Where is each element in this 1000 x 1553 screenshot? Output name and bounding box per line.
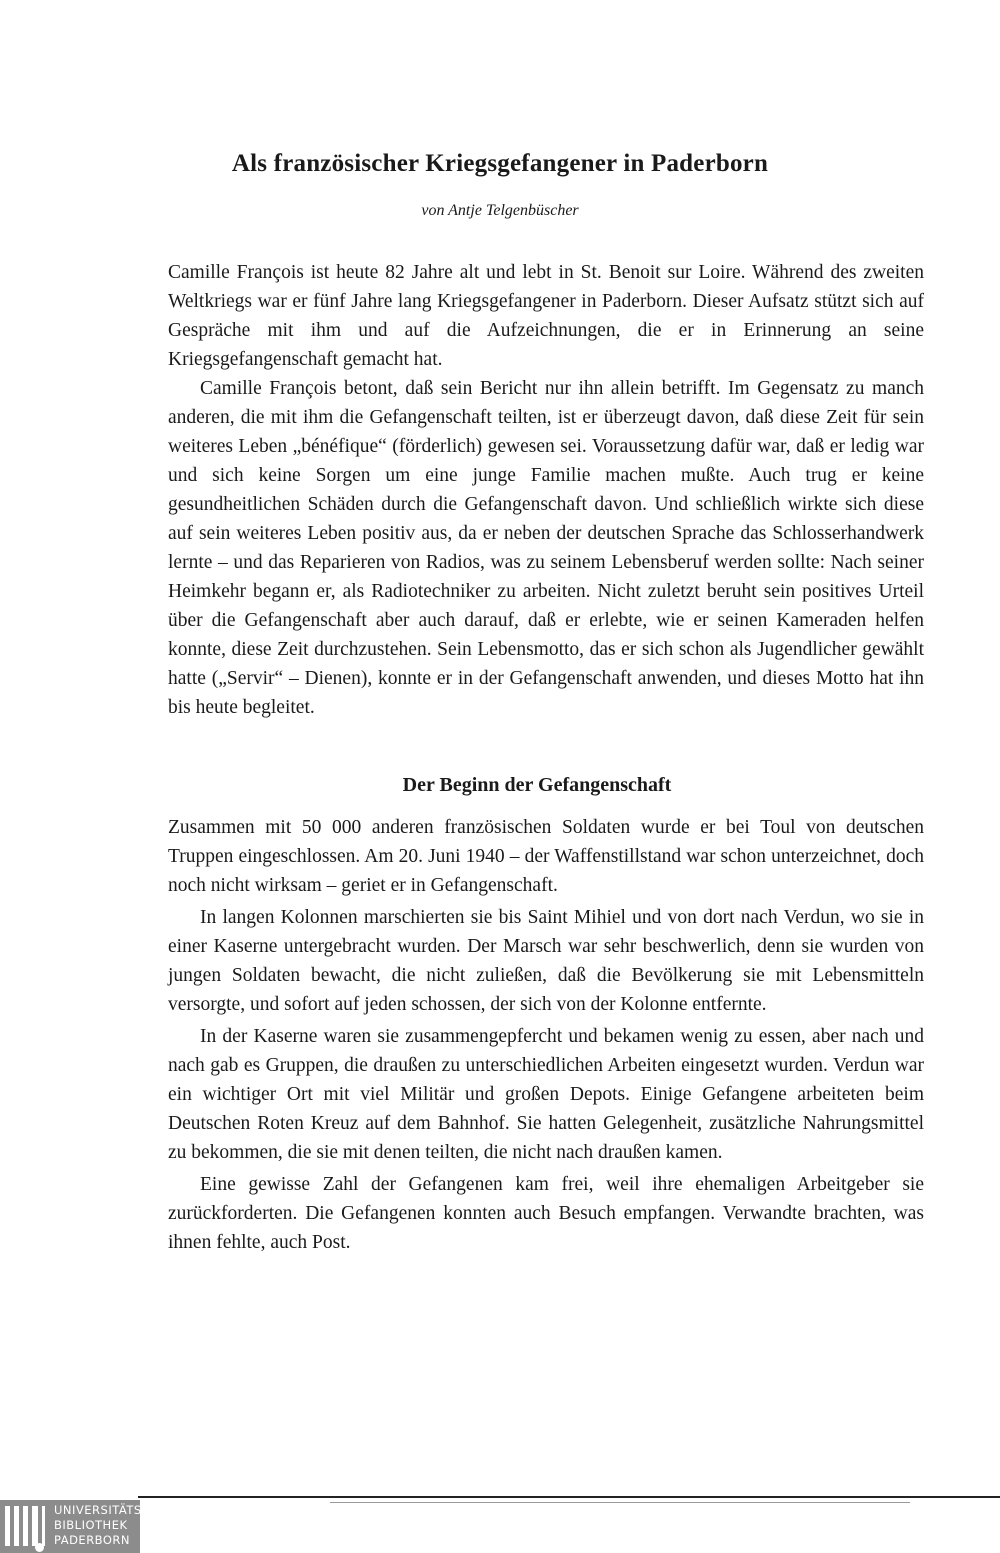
library-logo-line-1: UNIVERSITÄTS- (54, 1503, 147, 1517)
library-logo-line-3: PADERBORN (54, 1533, 131, 1547)
library-logo (0, 1500, 147, 1553)
article-title: Als französischer Kriegsgefangener in Paderborn (231, 150, 769, 177)
section-paragraph-4: Eine gewisse Zahl der Gefangenen kam frei, weil ihre ehemaligen Arbeitgeber sie zurückforderten. Die Gefangenen konnten auch Besuch empfangen. Verwandte brachten, was ihnen fehlte, auch Post. (168, 1174, 924, 1253)
article-byline: von Antje Telgenbüscher (421, 202, 579, 219)
library-logo-bars-icon (3, 1506, 49, 1546)
library-logo-line-2: BIBLIOTHEK (54, 1518, 128, 1532)
intro-paragraph-2: Camille François betont, daß sein Bericht nur ihn allein betrifft. Im Gegensatz zu manch anderen, die mit ihm die Gefangenschaft teilten, ist er überzeugt davon, daß diese Zeit für sein weiteres Leben „bénéfique“ (förderlich) gewesen sei. Voraussetzung dafür war, daß er ledig war und sich keine Sorgen um eine junge Familie machen mußte. Auch trug er keine gesundheitlichen Schäden durch die Gefangenschaft davon. Und schließlich wirkte sich diese auf sein weiteres Leben positiv aus, da er neben der deutschen Sprache das Schlosserhandwerk lernte – und das Reparieren von Radios, was zu seinem Lebensberuf werden sollte: Nach seiner Heimkehr begann er, als Radiotechniker zu arbeiten. Nicht zuletzt beruht sein positives Urteil über die Gefangenschaft aber auch darauf, daß er erlebte, wie er seinen Kameraden helfen konnte, diese Zeit durchzustehen. Sein Lebensmotto, das er sich schon als Jugendlicher gewählt hatte („Servir“ – Dienen), konnte er in der Gefangenschaft anwenden, und dieses Motto hat ihn bis heute begleitet. (168, 378, 924, 718)
section-paragraph-2: In langen Kolonnen marschierten sie bis Saint Mihiel und von dort nach Verdun, wo sie in einer Kaserne untergebracht wurden. Der Marsch war sehr beschwerlich, denn sie wurden von jungen Soldaten bewacht, die nicht zuließen, daß die Bevölkerung sie mit Lebensmitteln versorgte, und sofort auf jeden schossen, der sich von der Kolonne entfernte. (168, 907, 924, 1015)
intro-paragraph-1: Camille François ist heute 82 Jahre alt und lebt in St. Benoit sur Loire. Während des zweiten Weltkriegs war er fünf Jahre lang Kriegsgefangener in Paderborn. Dieser Aufsatz stützt sich auf Gespräche mit ihm und auf die Aufzeichnungen, die er in Erinnerung an seine Kriegsgefangenschaft gemacht hat. (168, 262, 924, 370)
footer-rule-thin (330, 1502, 910, 1503)
section-paragraph-3: In der Kaserne waren sie zusammengepfercht und bekamen wenig zu essen, aber nach und nach gab es Gruppen, die draußen zu unterschiedlichen Arbeiten eingesetzt wurden. Verdun war ein wichtiger Ort mit viel Militär und großen Depots. Einige Gefangene arbeiteten beim Deutschen Roten Kreuz auf dem Bahnhof. Sie hatten Gelegenheit, zusätzliche Nahrungsmittel zu bekommen, die sie mit denen teilten, die nicht nach draußen kamen. (168, 1026, 924, 1163)
section-heading: Der Beginn der Gefangenschaft (402, 774, 672, 796)
footer-rule (138, 1496, 1000, 1498)
intro-text-block (168, 258, 924, 722)
library-logo-text (54, 1503, 146, 1548)
section-paragraph-1: Zusammen mit 50 000 anderen französischen Soldaten wurde er bei Toul von deutschen Truppen eingeschlossen. Am 20. Juni 1940 – der Waffenstillstand war schon unterzeichnet, doch noch nicht wirksam – geriet er in Gefangenschaft. (168, 817, 924, 896)
section-text-block (168, 813, 924, 1257)
library-logo-dot-icon (35, 1543, 44, 1552)
